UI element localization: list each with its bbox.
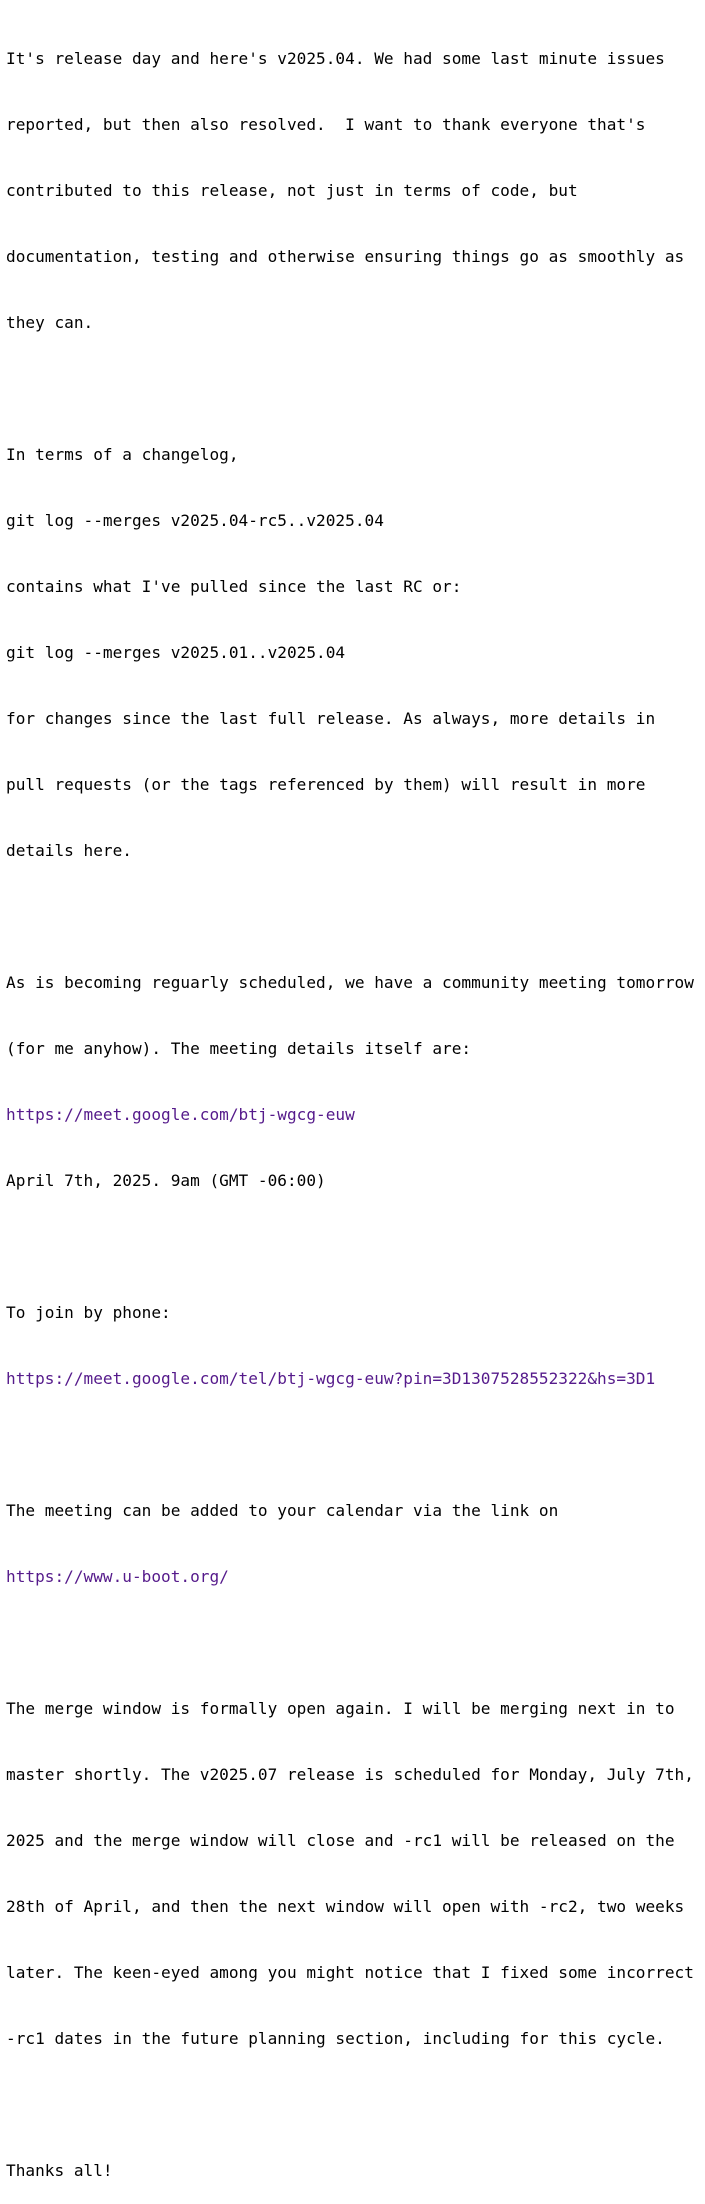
text-line: details here. [6,841,132,860]
signoff: Thanks all! [6,2161,113,2180]
blank-line [6,2094,705,2116]
blank-line [6,1434,705,1456]
text-line: contains what I've pulled since the last RC or: [6,577,462,596]
text-line: The merge window is formally open again. I will be merging next in to [6,1699,675,1718]
blank-line [6,378,705,400]
text-line: master shortly. The v2025.07 release is scheduled for Monday, July 7th, [6,1765,694,1784]
text-line: reported, but then also resolved. I want to thank everyone that's [6,115,646,134]
blank-line [6,1632,705,1654]
blank-line [6,906,705,928]
text-line: 28th of April, and then the next window will open with -rc2, two weeks [6,1897,685,1916]
text-line: (for me anyhow). The meeting details itself are: [6,1039,472,1058]
calendar-intro: The meeting can be added to your calendar via the link on [6,1501,559,1520]
text-line: contributed to this release, not just in terms of code, but [6,181,578,200]
text-line: later. The keen-eyed among you might notice that I fixed some incorrect [6,1963,694,1982]
blank-line [6,1236,705,1258]
text-line: documentation, testing and otherwise ensuring things go as smoothly as [6,247,685,266]
text-line: As is becoming reguarly scheduled, we have a community meeting tomorrow [6,973,694,992]
text-line: It's release day and here's v2025.04. We had some last minute issues [6,49,665,68]
git-command-line: git log --merges v2025.01..v2025.04 [6,643,346,662]
meeting-time: April 7th, 2025. 9am (GMT -06:00) [6,1171,326,1190]
phone-link[interactable]: https://meet.google.com/tel/btj-wgcg-euw?pin=3D1307528552322&hs=3D1 [6,1369,656,1388]
text-line: pull requests (or the tags referenced by them) will result in more [6,775,646,794]
text-line: for changes since the last full release. As always, more details in [6,709,656,728]
git-command-line: git log --merges v2025.04-rc5..v2025.04 [6,511,384,530]
meet-link[interactable]: https://meet.google.com/btj-wgcg-euw [6,1105,355,1124]
phone-intro: To join by phone: [6,1303,171,1322]
text-line: they can. [6,313,94,332]
text-line: -rc1 dates in the future planning section, including for this cycle. [6,2029,665,2048]
uboot-link[interactable]: https://www.u-boot.org/ [6,1567,229,1586]
text-line: In terms of a changelog, [6,445,239,464]
text-line: 2025 and the merge window will close and -rc1 will be released on the [6,1831,675,1850]
